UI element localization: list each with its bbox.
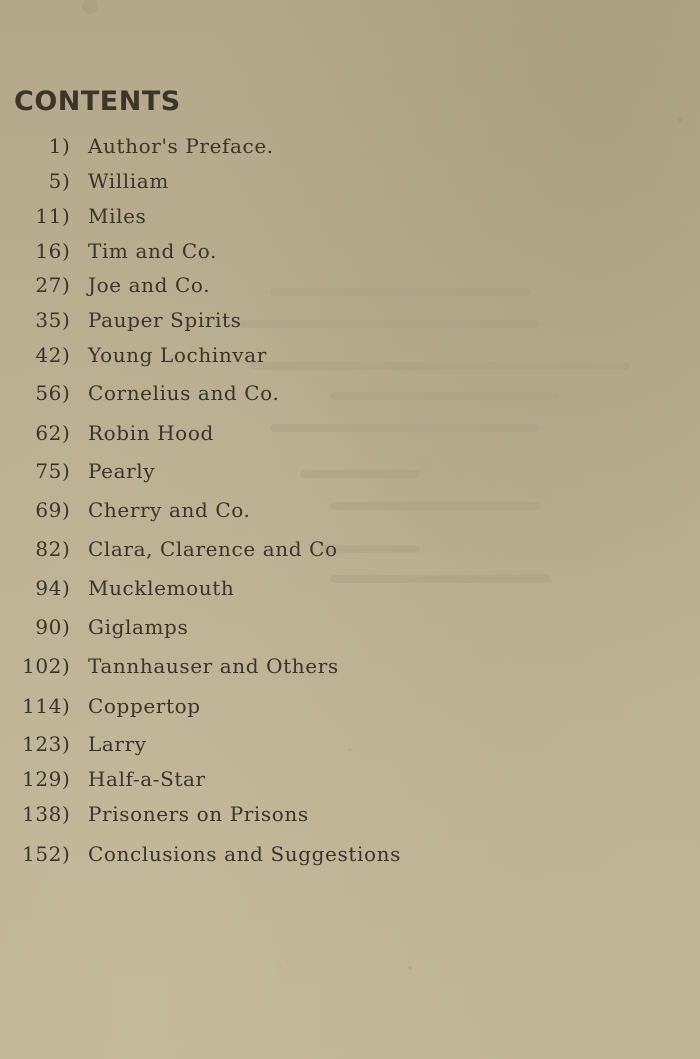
toc-page-number: 69 — [35, 498, 62, 522]
toc-page-number: 11 — [35, 204, 62, 228]
toc-title: Prisoners on Prisons — [88, 802, 309, 826]
toc-entry — [0, 573, 600, 603]
toc-page-number: 27 — [35, 273, 62, 297]
toc-paren: ) — [62, 732, 71, 756]
toc-entry — [0, 764, 600, 794]
toc-entry — [0, 236, 600, 266]
toc-entry — [0, 729, 600, 759]
toc-paren: ) — [62, 239, 71, 263]
toc-page-number: 82 — [35, 537, 62, 561]
toc-page-number: 1 — [48, 134, 62, 158]
toc-paren: ) — [62, 343, 71, 367]
toc-paren: ) — [62, 421, 71, 445]
toc-paren: ) — [62, 308, 71, 332]
toc-title: Conclusions and Suggestions — [88, 842, 401, 866]
toc-page-number: 16 — [35, 239, 62, 263]
toc-paren: ) — [62, 767, 71, 791]
toc-title: Larry — [88, 732, 147, 756]
toc-page-number: 152 — [22, 842, 62, 866]
toc-page-number: 129 — [22, 767, 62, 791]
toc-entry — [0, 166, 600, 196]
toc-entry — [0, 378, 600, 408]
toc-entry — [0, 495, 600, 525]
toc-page-number: 102 — [22, 654, 62, 678]
toc-entry — [0, 456, 600, 486]
toc-paren: ) — [62, 842, 71, 866]
toc-paren: ) — [62, 498, 71, 522]
toc-page-number: 123 — [22, 732, 62, 756]
toc-entry — [0, 839, 600, 869]
toc-paren: ) — [62, 694, 71, 718]
toc-title: Half-a-Star — [88, 767, 206, 791]
toc-page-number: 35 — [35, 308, 62, 332]
toc-entry — [0, 418, 600, 448]
toc-page-number: 90 — [35, 615, 62, 639]
toc-page-number: 62 — [35, 421, 62, 445]
toc-title: Pearly — [88, 459, 156, 483]
toc-entry — [0, 799, 600, 829]
toc-page-number: 94 — [35, 576, 62, 600]
toc-entry — [0, 340, 600, 370]
contents-heading: CONTENTS — [14, 86, 181, 117]
toc-title: Miles — [88, 204, 147, 228]
toc-page-number: 114 — [22, 694, 62, 718]
toc-entry — [0, 651, 600, 681]
toc-title: Giglamps — [88, 615, 189, 639]
toc-page-number: 138 — [22, 802, 62, 826]
toc-title: Tannhauser and Others — [88, 654, 339, 678]
toc-paren: ) — [62, 654, 71, 678]
toc-entry — [0, 270, 600, 300]
toc-entry — [0, 305, 600, 335]
toc-page-number: 75 — [35, 459, 62, 483]
toc-entry — [0, 131, 600, 161]
toc-paren: ) — [62, 273, 71, 297]
toc-paren: ) — [62, 537, 71, 561]
toc-title: William — [88, 169, 169, 193]
toc-page-number: 42 — [35, 343, 62, 367]
toc-title: Tim and Co. — [88, 239, 217, 263]
toc-paren: ) — [62, 381, 71, 405]
toc-paren: ) — [62, 802, 71, 826]
toc-title: Young Lochinvar — [88, 343, 267, 367]
toc-entry — [0, 201, 600, 231]
toc-title: Clara, Clarence and Co — [88, 537, 338, 561]
toc-entry — [0, 612, 600, 642]
toc-title: Cherry and Co. — [88, 498, 251, 522]
toc-paren: ) — [62, 615, 71, 639]
toc-paren: ) — [62, 459, 71, 483]
toc-title: Coppertop — [88, 694, 201, 718]
toc-title: Pauper Spirits — [88, 308, 242, 332]
toc-title: Robin Hood — [88, 421, 214, 445]
toc-paren: ) — [62, 169, 71, 193]
toc-paren: ) — [62, 204, 71, 228]
toc-title: Author's Preface. — [88, 134, 274, 158]
toc-title: Mucklemouth — [88, 576, 235, 600]
toc-title: Cornelius and Co. — [88, 381, 280, 405]
toc-entry — [0, 534, 600, 564]
toc-entry — [0, 691, 600, 721]
toc-title: Joe and Co. — [88, 273, 211, 297]
toc-page-number: 5 — [48, 169, 62, 193]
toc-paren: ) — [62, 576, 71, 600]
toc-page-number: 56 — [35, 381, 62, 405]
toc-paren: ) — [62, 134, 71, 158]
